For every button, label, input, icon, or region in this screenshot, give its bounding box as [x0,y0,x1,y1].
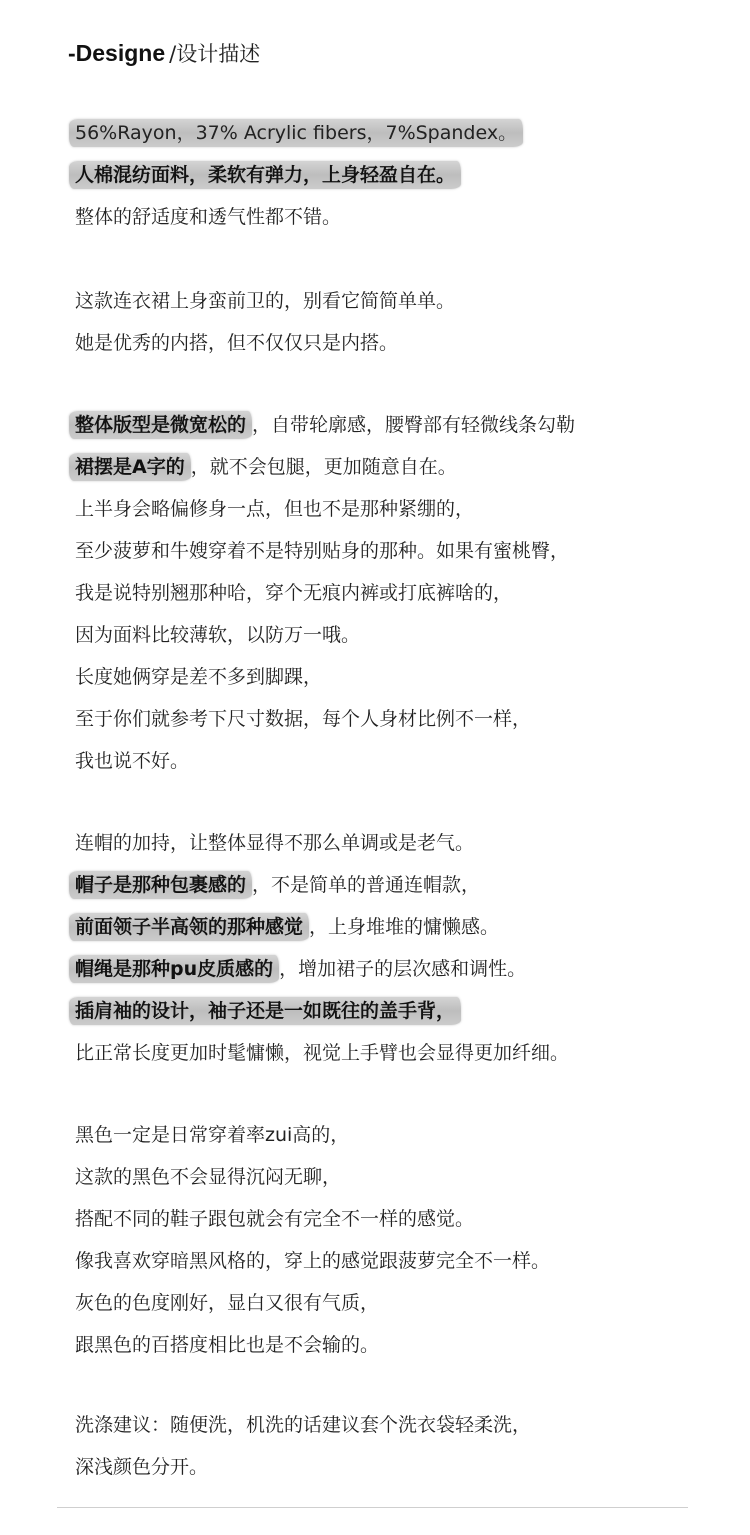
text-line [75,864,569,906]
fabric-feel-line [75,154,523,196]
care-paragraph [75,1404,531,1488]
highlighted-text: 人棉混纺面料，柔软有弹力，上身轻盈自在。 [69,161,461,189]
text-line: 这款的黑色不会显得沉闷无聊， [75,1166,342,1188]
text-line: 洗涤建议：随便洗，机洗的话建议套个洗衣袋轻柔洗， [75,1414,532,1436]
highlighted-text: 裙摆是A字的 [69,453,191,481]
fabric-paragraph [75,112,523,238]
fabric-composition-line [75,112,523,154]
text-line: 深浅颜色分开。 [75,1456,209,1478]
text-line: 上半身会略偏修身一点，但也不是那种紧绷的， [75,498,475,520]
text-line: 这款连衣裙上身蛮前卫的，别看它简简单单。 [75,290,456,312]
text-line: 整体的舒适度和透气性都不错。 [75,206,342,228]
highlighted-text: 插肩袖的设计，袖子还是一如既往的盖手背， [69,997,461,1025]
plain-text: ，就不会包腿，更加随意自在。 [190,456,457,478]
intro-paragraph [75,280,455,364]
color-paragraph [75,1114,550,1366]
fit-paragraph [75,404,575,782]
plain-text: ，上身堆堆的慵懒感。 [309,916,500,938]
section-title: -Designe [68,40,166,66]
text-line [75,446,575,488]
text-line: 长度她俩穿是差不多到脚踝， [75,666,323,688]
text-line: 跟黑色的百搭度相比也是不会输的。 [75,1334,380,1356]
plain-text: ，增加裙子的层次感和调性。 [279,958,527,980]
text-line [75,948,569,990]
text-line: 我是说特别翘那种哈，穿个无痕内裤或打底裤啥的， [75,582,513,604]
text-line [75,404,575,446]
text-line [75,906,569,948]
highlighted-text: 帽子是那种包裹感的 [69,871,252,899]
section-header [68,38,260,72]
highlighted-text: 帽绳是那种pu皮质感的 [69,955,279,983]
text-line: 比正常长度更加时髦慵懒，视觉上手臂也会显得更加纤细。 [75,1042,570,1064]
divider [57,1507,688,1508]
text-line: 灰色的色度刚好，显白又很有气质， [75,1292,380,1314]
highlighted-text: 56%Rayon，37% Acrylic fibers，7%Spandex。 [69,119,523,147]
hood-paragraph [75,822,569,1074]
text-line: 我也说不好。 [75,750,190,772]
text-line: 至于你们就参考下尺寸数据，每个人身材比例不一样， [75,708,532,730]
text-line: 至少菠萝和牛嫂穿着不是特别贴身的那种。如果有蜜桃臀， [75,540,570,562]
text-line: 黑色一定是日常穿着率zui高的， [75,1124,350,1146]
text-line [75,990,569,1032]
highlighted-text: 整体版型是微宽松的 [69,411,252,439]
highlighted-text: 前面领子半高领的那种感觉 [69,913,309,941]
plain-text: ，自带轮廓感，腰臀部有轻微线条勾勒 [252,414,576,436]
plain-text: ，不是简单的普通连帽款， [252,874,481,896]
section-subtitle: /设计描述 [169,42,261,66]
text-line: 她是优秀的内搭，但不仅仅只是内搭。 [75,332,399,354]
text-line: 搭配不同的鞋子跟包就会有完全不一样的感觉。 [75,1208,475,1230]
text-line: 因为面料比较薄软，以防万一哦。 [75,624,361,646]
text-line: 连帽的加持，让整体显得不那么单调或是老气。 [75,832,475,854]
text-line: 像我喜欢穿暗黑风格的，穿上的感觉跟菠萝完全不一样。 [75,1250,551,1272]
